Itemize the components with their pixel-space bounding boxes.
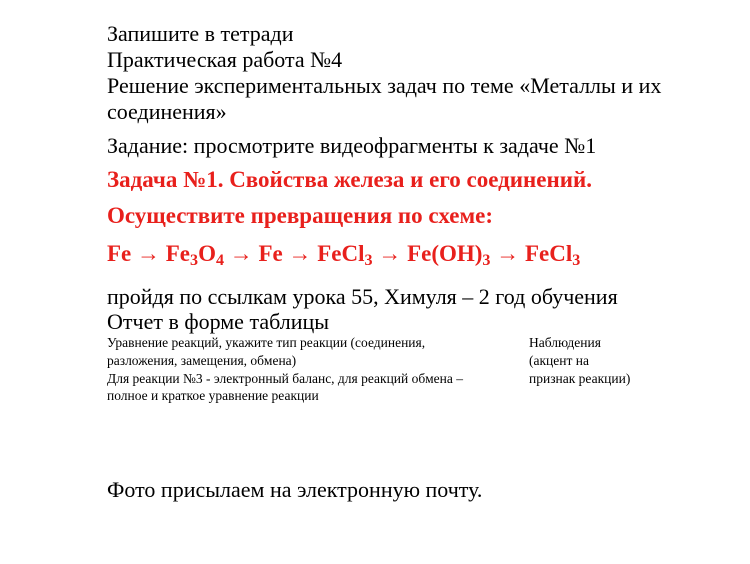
formula-segment: → Fe(OH) <box>372 241 483 266</box>
formula-segment: → Fe → FeCl <box>224 241 365 266</box>
formula-subscript: 3 <box>482 252 491 270</box>
header-line-1: Запишите в тетради <box>107 21 294 46</box>
table-right-line-1: Наблюдения <box>529 335 601 350</box>
links-line-1: пройдя по ссылкам урока 55, Химуля – 2 год обучения <box>107 284 618 309</box>
formula-segment: → FeCl <box>490 241 573 266</box>
table-left-line-4: полное и краткое уравнение реакции <box>107 388 319 403</box>
task-instruction: Осуществите превращения по схеме: <box>107 203 494 228</box>
reaction-scheme <box>107 241 581 270</box>
formula-subscript: 3 <box>364 252 373 270</box>
table-left-line-1: Уравнение реакций, укажите тип реакции (соединения, <box>107 335 426 350</box>
table-left-line-3: Для реакции №3 - электронный баланс, для реакций обмена – <box>107 371 463 386</box>
header-line-4: соединения» <box>107 99 227 124</box>
table-right-line-3: признак реакции) <box>529 371 631 386</box>
formula-segment: O <box>198 241 216 266</box>
formula-subscript: 3 <box>572 252 581 270</box>
formula-segment: Fe → Fe <box>107 241 191 266</box>
table-left-line-2: разложения, замещения, обмена) <box>107 353 297 368</box>
footer-text: Фото присылаем на электронную почту. <box>107 477 483 502</box>
formula-subscript: 4 <box>215 252 224 270</box>
assignment-text: Задание: просмотрите видеофрагменты к задаче №1 <box>107 133 597 158</box>
task-title: Задача №1. Свойства железа и его соединений. <box>107 167 592 192</box>
header-line-2: Практическая работа №4 <box>107 47 343 72</box>
table-right-line-2: (акцент на <box>529 353 589 368</box>
links-line-2: Отчет в форме таблицы <box>107 309 330 334</box>
header-line-3: Решение экспериментальных задач по теме «Металлы и их <box>107 73 662 98</box>
formula-subscript: 3 <box>190 252 199 270</box>
